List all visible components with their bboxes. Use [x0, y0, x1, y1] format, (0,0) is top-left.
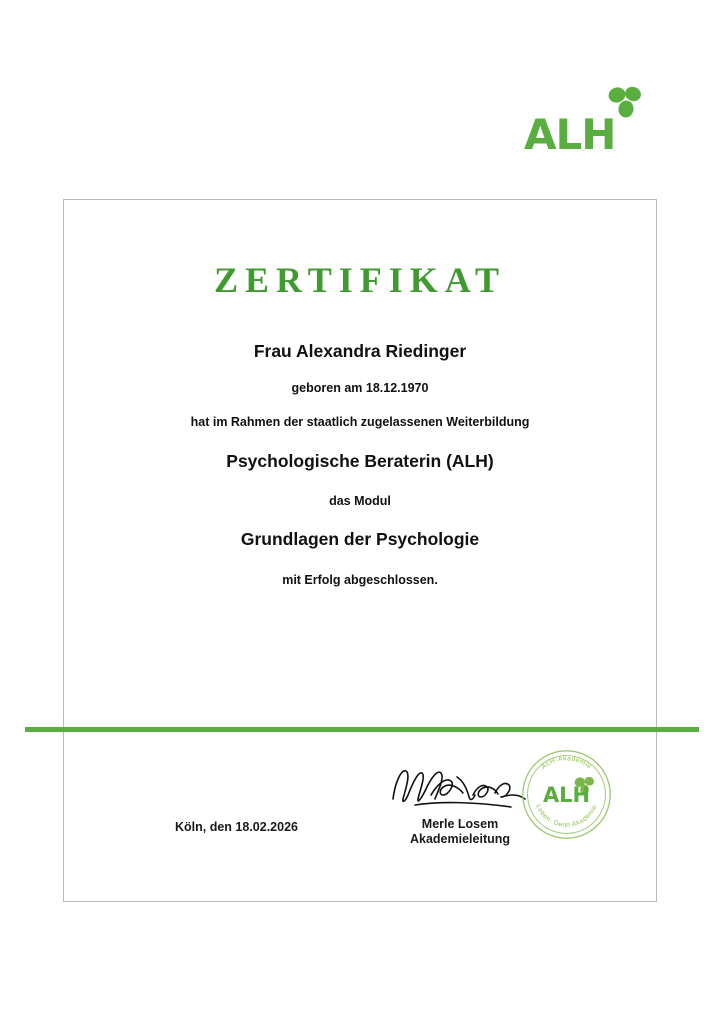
module-title: Grundlagen der Psychologie	[240, 529, 480, 549]
context-line: hat im Rahmen der staatlich zugelassenen Weiterbildung	[190, 415, 530, 429]
signer-name: Merle Losem	[421, 817, 499, 831]
stamp-bottom-text: Leben. Denn Akademie	[534, 803, 599, 829]
alh-logo	[524, 86, 644, 159]
closing-line: mit Erfolg abgeschlossen.	[282, 573, 438, 587]
stamp-top-text: ALH-Akademie	[540, 755, 593, 771]
signer-role: Akademieleitung	[409, 832, 511, 846]
academy-stamp-icon	[519, 747, 614, 842]
module-label: das Modul	[329, 494, 391, 508]
course-title: Psychologische Beraterin (ALH)	[226, 451, 494, 471]
stamp-center-text: ALH	[543, 783, 590, 808]
birth-date-line: geboren am 18.12.1970	[291, 381, 429, 395]
certificate-title: ZERTIFIKAT	[213, 260, 507, 300]
green-divider-bar	[25, 727, 699, 732]
certificate-content	[64, 200, 656, 587]
handwritten-signature-icon	[385, 755, 535, 815]
alh-wordmark: ALH	[524, 110, 616, 159]
recipient-name: Frau Alexandra Riedinger	[253, 341, 467, 361]
place-and-date: Köln, den 18.02.2026	[175, 820, 298, 834]
